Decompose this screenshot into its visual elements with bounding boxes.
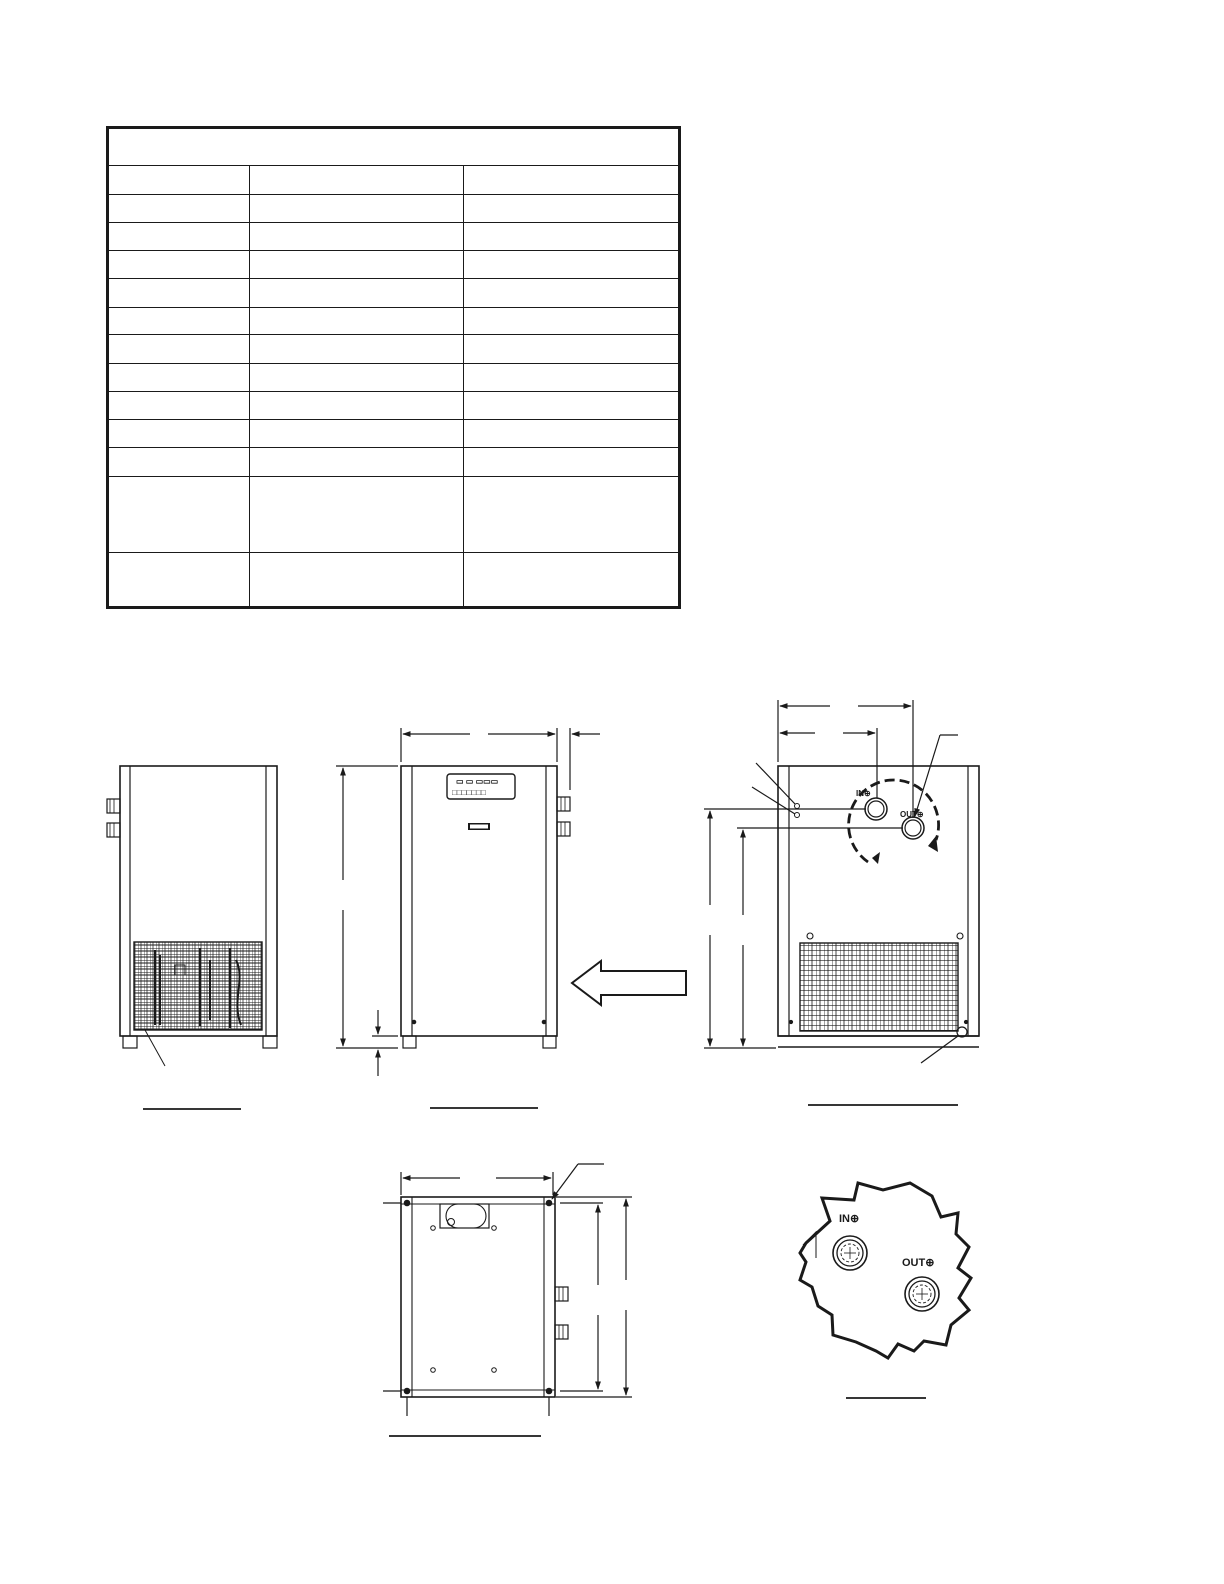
- front-view: [401, 766, 570, 1108]
- view-direction-arrow: [572, 961, 686, 1005]
- top-view: [389, 1197, 568, 1436]
- top-dimensions: [383, 1164, 632, 1416]
- condenser-grille: [134, 942, 262, 1030]
- detail-inlet-label: IN⊕: [839, 1213, 860, 1225]
- rear-condenser-grille: [800, 943, 958, 1031]
- control-display: ▭ ▭ ▭▭▭: [456, 777, 499, 786]
- left-side-view: [107, 766, 277, 1109]
- control-buttons: □□□□□□□: [452, 788, 486, 797]
- detail-view: [800, 1183, 971, 1398]
- rear-view: [778, 766, 979, 1105]
- rear-inlet-label: IN⊕: [856, 789, 871, 798]
- rear-outlet-label: OUT⊕: [900, 810, 924, 819]
- top-access-cover: [440, 1204, 489, 1228]
- detail-breakout-outline: [800, 1183, 971, 1358]
- detail-outlet-label: OUT⊕: [902, 1257, 935, 1269]
